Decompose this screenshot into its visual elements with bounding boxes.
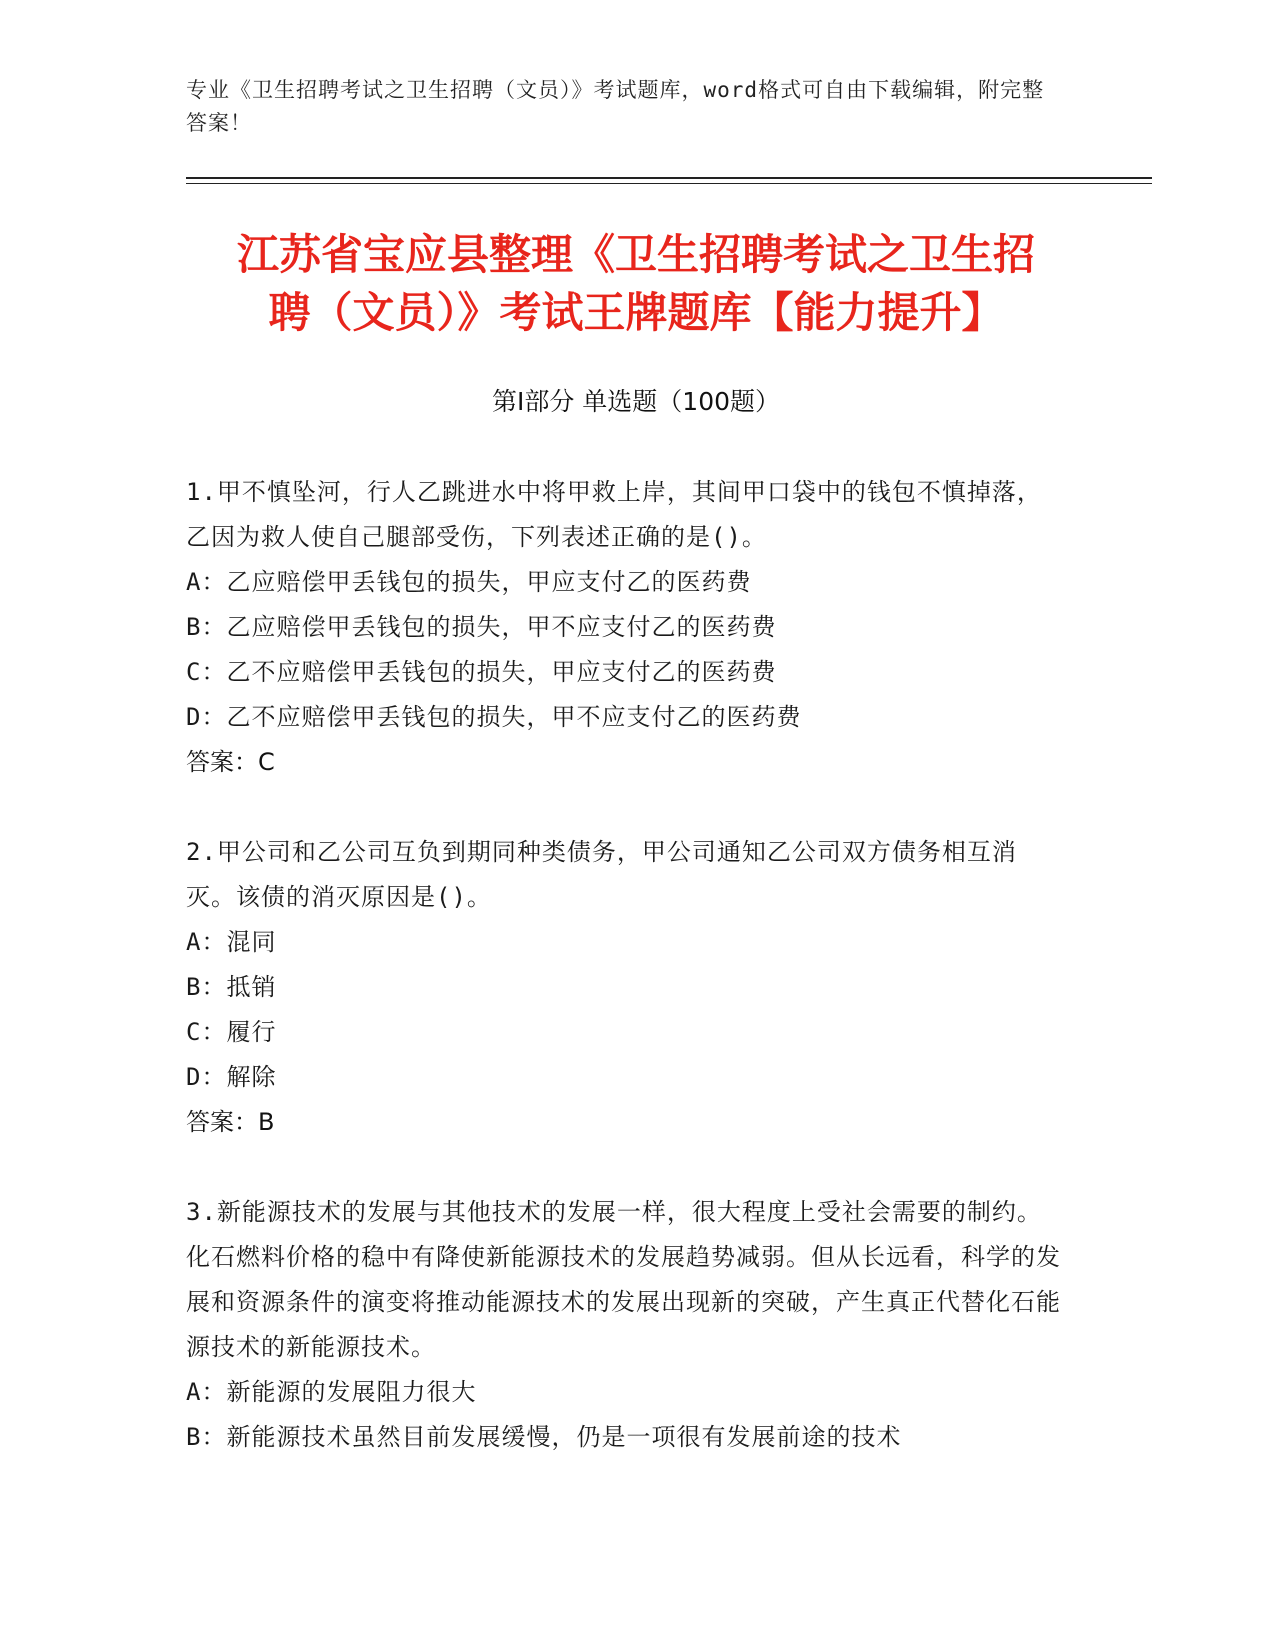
option-c: C：履行 [186, 1018, 277, 1046]
question-stem: 3.新能源技术的发展与其他技术的发展一样，很大程度上受社会需要的制约。化石燃料价格的稳中有降使新能源技术的发展趋势减弱。但从长远看，科学的发展和资源条件的演变将推动能源技术的发展出现新的突破，产生真正代替化石能源技术的新能源技术。 [186, 1198, 1061, 1361]
question-list [186, 470, 1066, 1505]
answer: 答案：C [186, 748, 275, 776]
header-divider-thin [186, 183, 1152, 184]
option-b: B：乙应赔偿甲丢钱包的损失，甲不应支付乙的医药费 [186, 613, 777, 641]
option-d: D：解除 [186, 1063, 277, 1091]
document-title-line-1: 江苏省宝应县整理《卫生招聘考试之卫生招 [236, 230, 1035, 279]
option-a: A：乙应赔偿甲丢钱包的损失，甲应支付乙的医药费 [186, 568, 752, 596]
option-d: D：乙不应赔偿甲丢钱包的损失，甲不应支付乙的医药费 [186, 703, 802, 731]
question-2 [186, 830, 1066, 1145]
question-1 [186, 470, 1066, 785]
answer: 答案：B [186, 1108, 275, 1136]
header-divider-thick [186, 177, 1152, 179]
option-b: B：抵销 [186, 973, 277, 1001]
question-stem: 1.甲不慎坠河，行人乙跳进水中将甲救上岸，其间甲口袋中的钱包不慎掉落，乙因为救人使自己腿部受伤，下列表述正确的是()。 [186, 478, 1042, 551]
option-a: A：新能源的发展阻力很大 [186, 1378, 477, 1406]
option-a: A：混同 [186, 928, 277, 956]
question-3 [186, 1190, 1066, 1460]
header-note: 专业《卫生招聘考试之卫生招聘（文员）》考试题库，word格式可自由下载编辑，附完整答案！ [186, 78, 1045, 135]
option-b: B：新能源技术虽然目前发展缓慢，仍是一项很有发展前途的技术 [186, 1423, 902, 1451]
section-heading: 第Ⅰ部分 单选题（100题） [491, 387, 781, 416]
question-stem: 2.甲公司和乙公司互负到期同种类债务，甲公司通知乙公司双方债务相互消灭。该债的消灭原因是()。 [186, 838, 1017, 911]
document-title [186, 226, 1086, 342]
option-c: C：乙不应赔偿甲丢钱包的损失，甲应支付乙的医药费 [186, 658, 777, 686]
document-title-line-2: 聘（文员）》考试王牌题库【能力提升】 [268, 288, 1004, 337]
